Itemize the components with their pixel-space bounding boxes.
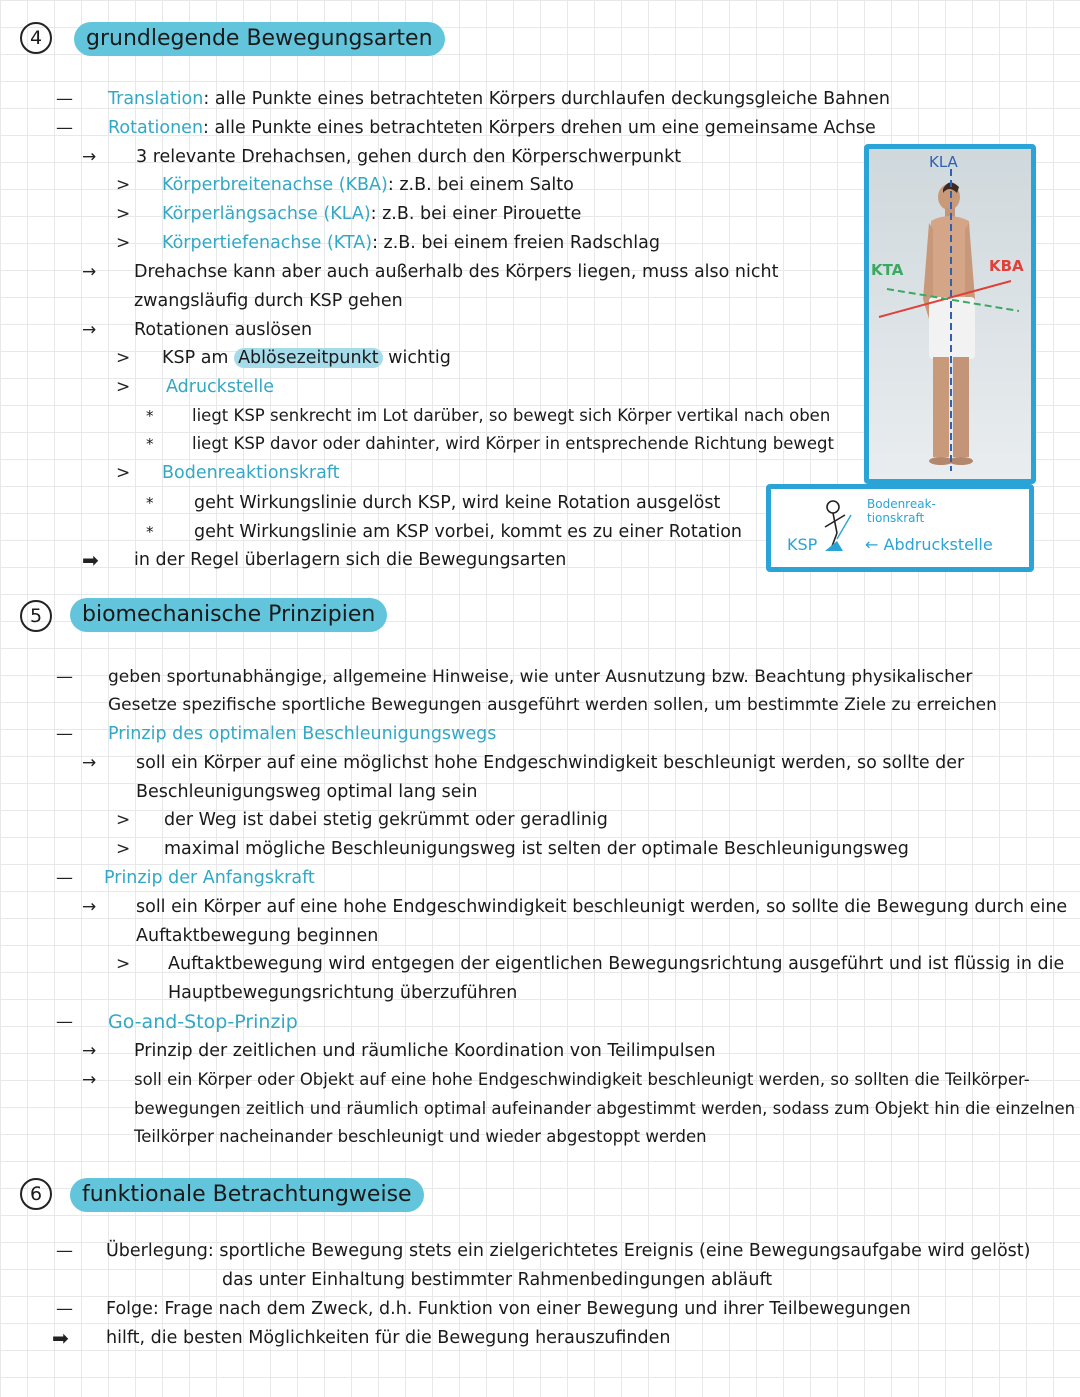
axis-kla-abbr: (KLA): [323, 204, 371, 224]
arrow-marker: →: [82, 262, 97, 282]
translation-text: : alle Punkte eines betrachteten Körpers durchlaufen deckungsgleiche Bahnen: [203, 89, 890, 109]
ueberlegung-text: : sportliche Bewegung stets ein zielgerichtetes Ereignis (eine Bewegungsaufgabe wird gelöst): [207, 1241, 1031, 1261]
axis-kba-term: Körperbreitenachse: [162, 175, 334, 195]
arrow-marker: →: [82, 1041, 97, 1061]
section-title-5: biomechanische Prinzipien: [70, 598, 387, 632]
dash-marker: —: [56, 1012, 73, 1032]
ksp-line: [162, 345, 451, 371]
chevron-marker: >: [116, 839, 131, 859]
chevron-marker: >: [116, 463, 131, 483]
body-axes-figure: [864, 144, 1036, 484]
arrow-marker: →: [82, 147, 97, 167]
axis-kla-text: : z.B. bei einer Pirouette: [370, 204, 582, 224]
section-number-5: 5: [20, 600, 52, 632]
ueberlegung-line-1: [106, 1238, 1031, 1264]
ksp-highlight: Ablösezeitpunkt: [234, 348, 383, 368]
axis-kba-text: : z.B. bei einem Salto: [387, 175, 574, 195]
section-title-6: funktionale Betrachtungweise: [70, 1178, 424, 1212]
s5-intro-line-2: Gesetze spezifische sportliche Bewegungen ausgeführt werden sollen, um bestimmte Ziele zu erreichen: [108, 695, 997, 715]
kla-label: KLA: [929, 153, 958, 171]
axis-kta-abbr: (KTA): [326, 233, 373, 253]
chevron-marker: >: [116, 810, 131, 830]
arrow-marker: →: [82, 1070, 97, 1090]
axis-kba-line: [162, 172, 574, 198]
abdruck-item-1: liegt KSP senkrecht im Lot darüber, so bewegt sich Körper vertikal nach oben: [192, 406, 831, 425]
p3-line-1: Prinzip der zeitlichen und räumliche Koordination von Teilimpulsen: [134, 1041, 716, 1061]
star-marker: *: [146, 494, 154, 512]
arrow-marker: →: [82, 320, 97, 340]
axis-kta-term: Körpertiefenachse: [162, 233, 322, 253]
ksp-prefix: KSP am: [162, 348, 229, 368]
axis-kba-abbr: (KBA): [338, 175, 388, 195]
p1-sub-1: der Weg ist dabei stetig gekrümmt oder geradlinig: [164, 810, 608, 830]
star-marker: *: [146, 435, 154, 453]
axis-kta-text: : z.B. bei einem freien Radschlag: [372, 233, 660, 253]
chevron-marker: >: [116, 377, 131, 397]
p1-line-1: soll ein Körper auf eine möglichst hohe Endgeschwindigkeit beschleunigt werden, so sollte der: [136, 753, 965, 773]
p1-term: Prinzip des optimalen Beschleunigungswegs: [108, 724, 497, 744]
outside-line-2: zwangsläufig durch KSP gehen: [134, 291, 403, 311]
axis-kta-line: [162, 230, 660, 256]
ueberlegung-line-2: das unter Einhaltung bestimmter Rahmenbedingungen abläuft: [222, 1270, 773, 1290]
ksp-label: KSP: [787, 535, 818, 554]
body-axes-illustration: [869, 149, 1031, 479]
abdruck-item-2: liegt KSP davor oder dahinter, wird Körper in entsprechende Richtung bewegt: [192, 434, 834, 453]
chevron-marker: >: [116, 233, 131, 253]
ueberlegung-term: Überlegung: [106, 1241, 208, 1261]
section-title-4: grundlegende Bewegungsarten: [74, 22, 445, 56]
ksp-suffix: wichtig: [388, 348, 451, 368]
boden-label-2: tionskraft: [867, 511, 925, 525]
star-marker: *: [146, 523, 154, 541]
folge-line: [106, 1296, 911, 1322]
boden-item-2: geht Wirkungslinie am KSP vorbei, kommt es zu einer Rotation: [194, 522, 742, 542]
p2-term: Prinzip der Anfangskraft: [104, 868, 315, 888]
p3-line-3: bewegungen zeitlich und räumlich optimal aufeinander abgestimmt werden, sodass zum Objekt hin die einzelnen: [134, 1099, 1076, 1118]
rotation-text: : alle Punkte eines betrachteten Körpers drehen um eine gemeinsame Achse: [203, 118, 876, 138]
dash-marker: —: [56, 118, 73, 138]
axis-kla-term: Körperlängsachse: [162, 204, 318, 224]
kta-label: KTA: [871, 261, 904, 279]
chevron-marker: >: [116, 348, 131, 368]
dash-marker: —: [56, 1241, 73, 1261]
conclusion-line: hilft, die besten Möglichkeiten für die Bewegung herauszufinden: [106, 1328, 671, 1348]
p2-line-2: Auftaktbewegung beginnen: [136, 926, 379, 946]
boden-item-1: geht Wirkungslinie durch KSP, wird keine Rotation ausgelöst: [194, 493, 721, 513]
summary-line: in der Regel überlagern sich die Bewegungsarten: [134, 550, 567, 570]
translation-term: Translation: [108, 89, 204, 109]
dash-marker: —: [56, 89, 73, 109]
p1-line-2: Beschleunigungsweg optimal lang sein: [136, 782, 478, 802]
dash-marker: —: [56, 667, 73, 687]
axis-kla-line: [162, 201, 581, 227]
outside-line-1: Drehachse kann aber auch außerhalb des Körpers liegen, muss also nicht: [134, 262, 779, 282]
axes-intro: 3 relevante Drehachsen, gehen durch den Körperschwerpunkt: [136, 147, 682, 167]
star-marker: *: [146, 407, 154, 425]
ksp-stick-figure: [811, 493, 871, 563]
dash-marker: —: [56, 724, 73, 744]
p2-sub-2: Hauptbewegungsrichtung überzuführen: [168, 983, 518, 1003]
p2-sub-1: Auftaktbewegung wird entgegen der eigentlichen Bewegungsrichtung ausgeführt und ist flüssig in die: [168, 954, 1065, 974]
translation-line: [108, 86, 890, 112]
abdruck-label: ← Abdruckstelle: [865, 535, 993, 554]
dash-marker: —: [56, 868, 73, 888]
p3-line-4: Teilkörper nacheinander beschleunigt und wieder abgestoppt werden: [134, 1127, 707, 1146]
kba-label: KBA: [989, 257, 1024, 275]
ksp-diagram: [766, 484, 1034, 572]
abdruck-term: Adruckstelle: [166, 377, 275, 397]
arrow-marker: →: [82, 897, 97, 917]
folge-term: Folge: [106, 1299, 153, 1319]
boden-term: Bodenreaktionskraft: [162, 463, 340, 483]
bold-arrow-marker: ➡: [52, 1326, 69, 1350]
chevron-marker: >: [116, 175, 131, 195]
rotation-line: [108, 115, 876, 141]
p2-line-1: soll ein Körper auf eine hohe Endgeschwindigkeit beschleunigt werden, so sollte die Bewegung durch eine: [136, 897, 1068, 917]
trigger-line: Rotationen auslösen: [134, 320, 313, 340]
dash-marker: —: [56, 1299, 73, 1319]
p3-term: Go-and-Stop-Prinzip: [108, 1011, 298, 1033]
s5-intro-line-1: geben sportunabhängige, allgemeine Hinweise, wie unter Ausnutzung bzw. Beachtung physikalischer: [108, 667, 973, 687]
bold-arrow-marker: ➡: [82, 548, 99, 572]
folge-text: : Frage nach dem Zweck, d.h. Funktion von einer Bewegung und ihrer Teilbewegungen: [152, 1299, 911, 1319]
boden-label-1: Bodenreak-: [867, 497, 936, 511]
p3-line-2: soll ein Körper oder Objekt auf eine hohe Endgeschwindigkeit beschleunigt werden, so sollten die Teilkörper-: [134, 1070, 1030, 1089]
rotation-term: Rotationen: [108, 118, 204, 138]
section-number-6: 6: [20, 1178, 52, 1210]
section-number-4: 4: [20, 22, 52, 54]
arrow-marker: →: [82, 753, 97, 773]
chevron-marker: >: [116, 954, 131, 974]
chevron-marker: >: [116, 204, 131, 224]
p1-sub-2: maximal mögliche Beschleunigungsweg ist selten der optimale Beschleunigungsweg: [164, 839, 909, 859]
